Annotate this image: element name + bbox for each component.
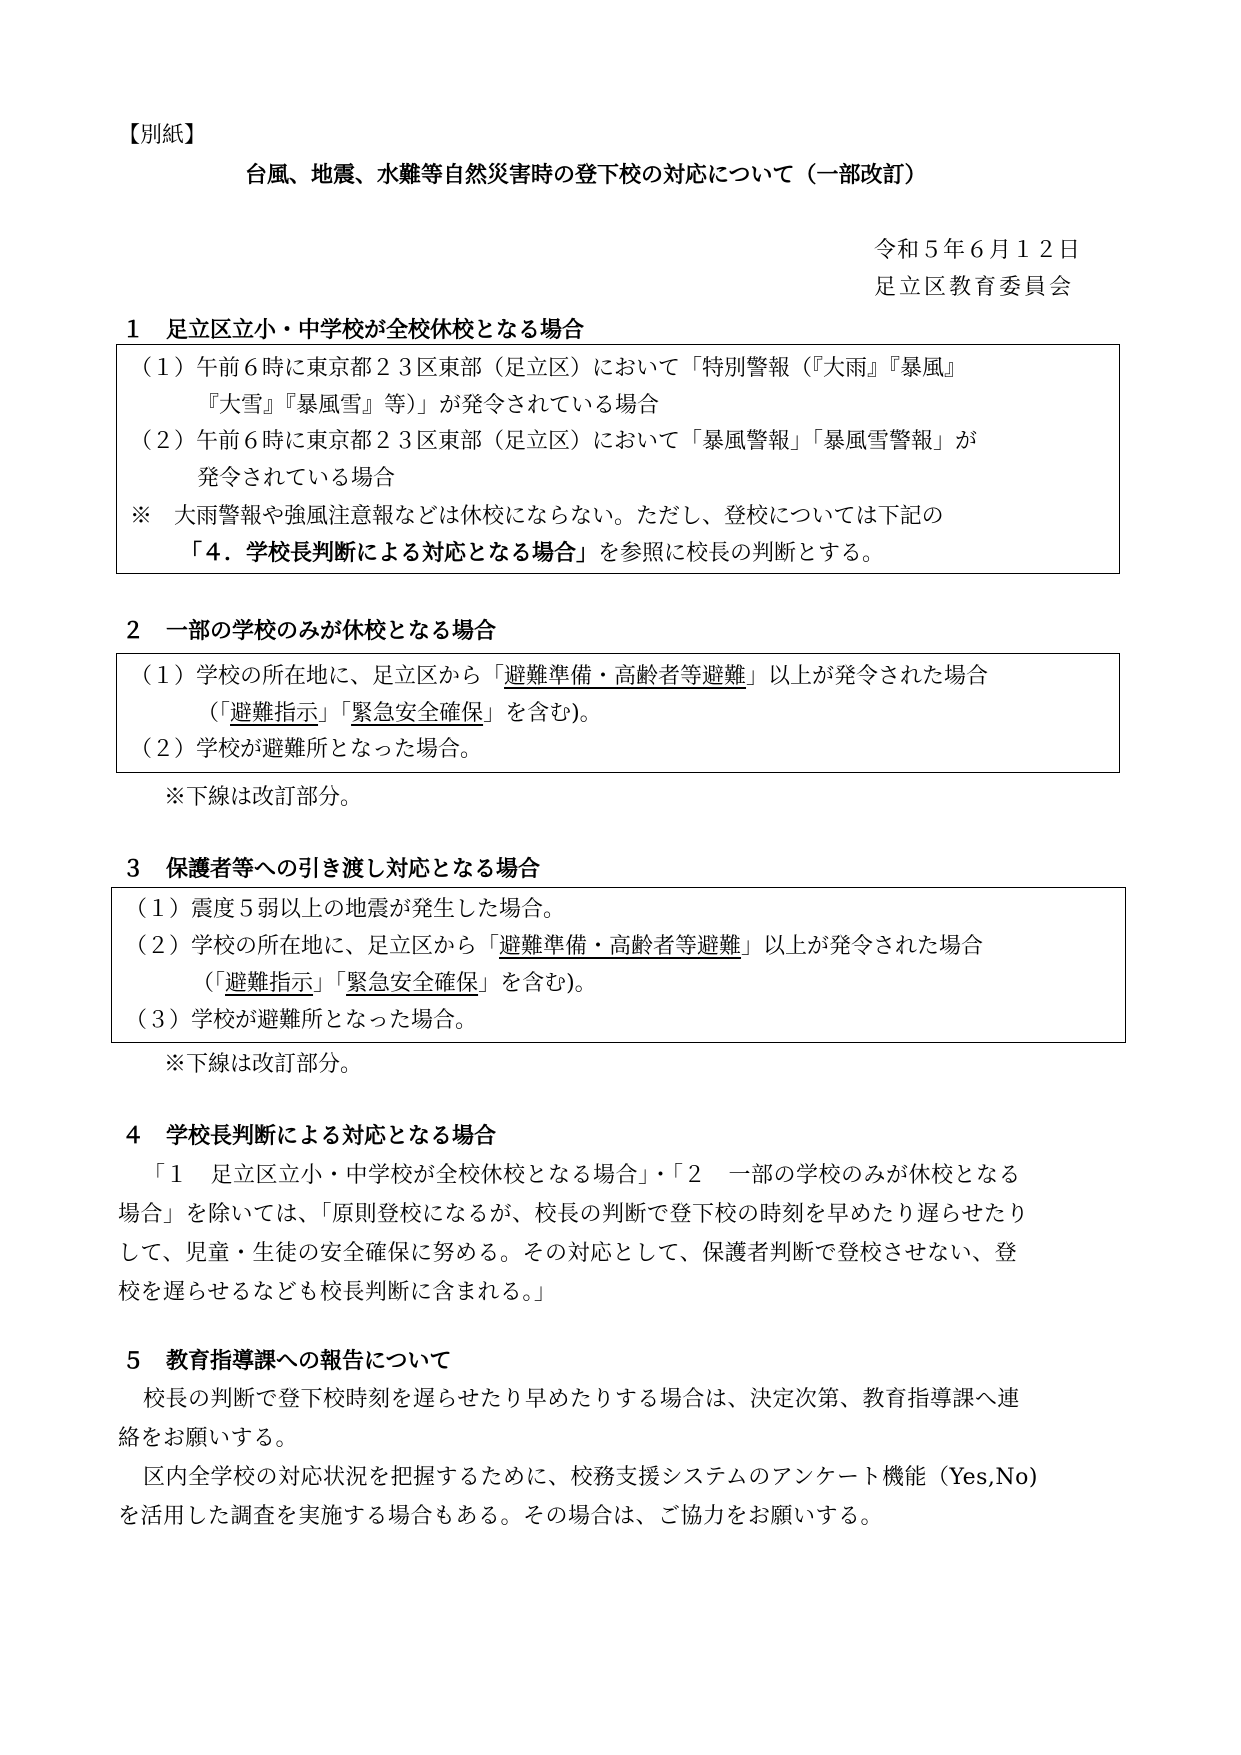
revised-term: 避難指示: [230, 701, 319, 726]
section-2-heading: ２ 一部の学校のみが休校となる場合: [122, 619, 497, 644]
revised-term: 緊急安全確保: [346, 971, 479, 996]
revised-term: 緊急安全確保: [351, 701, 484, 726]
section-2-item-1-line-2: [197, 696, 602, 732]
section-1-item-2-line-1: （２）午前６時に東京都２３区東部（足立区）において「暴風警報」「暴風雪警報」が: [130, 429, 978, 454]
section-1-item-1-line-2: 『大雪』『暴風雪』等）」が発令されている場合: [197, 393, 660, 418]
section-2-item-1-line-1: [130, 659, 988, 695]
section-3-note: ※下線は改訂部分。: [164, 1052, 363, 1077]
section-3-item-2-pre: （２）学校の所在地に、足立区から「: [125, 934, 500, 959]
bracket-close: 」を含む)。: [483, 701, 602, 726]
section-5-paragraph-2-line-2: を活用した調査を実施する場合もある。その場合は、ご協力をお願いする。: [118, 1504, 884, 1529]
bracket-separator: 」「: [313, 971, 347, 996]
section-4-paragraph-line-4: 校を遅らせるなども校長判断に含まれる。」: [118, 1280, 557, 1305]
bracket-separator: 」「: [318, 701, 352, 726]
section-1-item-2-line-2: 発令されている場合: [197, 466, 396, 491]
bracket-open: （「: [192, 971, 226, 996]
section-4-paragraph-line-1: 「１ 足立区立小・中学校が全校休校となる場合」・「２ 一部の学校のみが休校となる: [143, 1163, 1022, 1188]
section-5-heading: ５ 教育指導課への報告について: [122, 1349, 452, 1374]
section-3-item-3: （３）学校が避難所となった場合。: [125, 1008, 478, 1033]
document-issuer: 足立区教育委員会: [874, 275, 1075, 300]
section-3-item-2-post: 」以上が発令された場合: [741, 934, 984, 959]
section-1-item-1-line-1: （１）午前６時に東京都２３区東部（足立区）において「特別警報（『大雨』『暴風』: [130, 356, 967, 381]
section-3-item-1: （１）震度５弱以上の地震が発生した場合。: [125, 897, 566, 922]
revised-term: 避難指示: [225, 971, 314, 996]
attachment-label: 【別紙】: [118, 123, 207, 148]
section-5-paragraph-1-line-1: 校長の判断で登下校時刻を遅らせたり早めたりする場合は、決定次第、教育指導課へ連: [143, 1387, 1020, 1412]
revised-term: 避難準備・高齢者等避難: [504, 664, 747, 689]
section-4-heading: ４ 学校長判断による対応となる場合: [122, 1124, 497, 1149]
section-1-note-line-1: ※ 大雨警報や強風注意報などは休校にならない。ただし、登校については下記の: [130, 504, 944, 529]
section-2-item-1-post: 」以上が発令された場合: [746, 664, 989, 689]
section-3-item-2-line-2: [192, 966, 597, 1002]
section-2-note: ※下線は改訂部分。: [164, 785, 363, 810]
section-4-reference: 「４．学校長判断による対応となる場合」: [180, 541, 599, 566]
bracket-close: 」を含む)。: [478, 971, 597, 996]
section-5-paragraph-2-line-1: 区内全学校の対応状況を把握するために、校務支援システムのアンケート機能（Yes,No): [143, 1465, 1038, 1490]
bracket-open: （「: [197, 701, 231, 726]
revised-term: 避難準備・高齢者等避難: [499, 934, 742, 959]
section-4-paragraph-line-3: して、児童・生徒の安全確保に努める。その対応として、保護者判断で登校させない、登: [118, 1241, 1018, 1266]
section-3-heading: ３ 保護者等への引き渡し対応となる場合: [122, 857, 541, 882]
document-date: 令和５年６月１２日: [874, 238, 1082, 263]
section-2-item-2: （２）学校が避難所となった場合。: [130, 737, 483, 762]
section-1-note-line-2: [180, 536, 884, 572]
section-2-item-1-pre: （１）学校の所在地に、足立区から「: [130, 664, 505, 689]
section-1-heading: １ 足立区立小・中学校が全校休校となる場合: [122, 318, 585, 343]
section-1-note-line-2-rest: を参照に校長の判断とする。: [598, 541, 885, 566]
section-4-paragraph-line-2: 場合」を除いては、「原則登校になるが、校長の判断で登下校の時刻を早めたり遅らせたり: [118, 1202, 1029, 1227]
section-3-item-2-line-1: [125, 929, 983, 965]
section-5-paragraph-1-line-2: 絡をお願いする。: [118, 1426, 299, 1451]
document-title: 台風、地震、水難等自然災害時の登下校の対応について（一部改訂）: [245, 163, 927, 188]
